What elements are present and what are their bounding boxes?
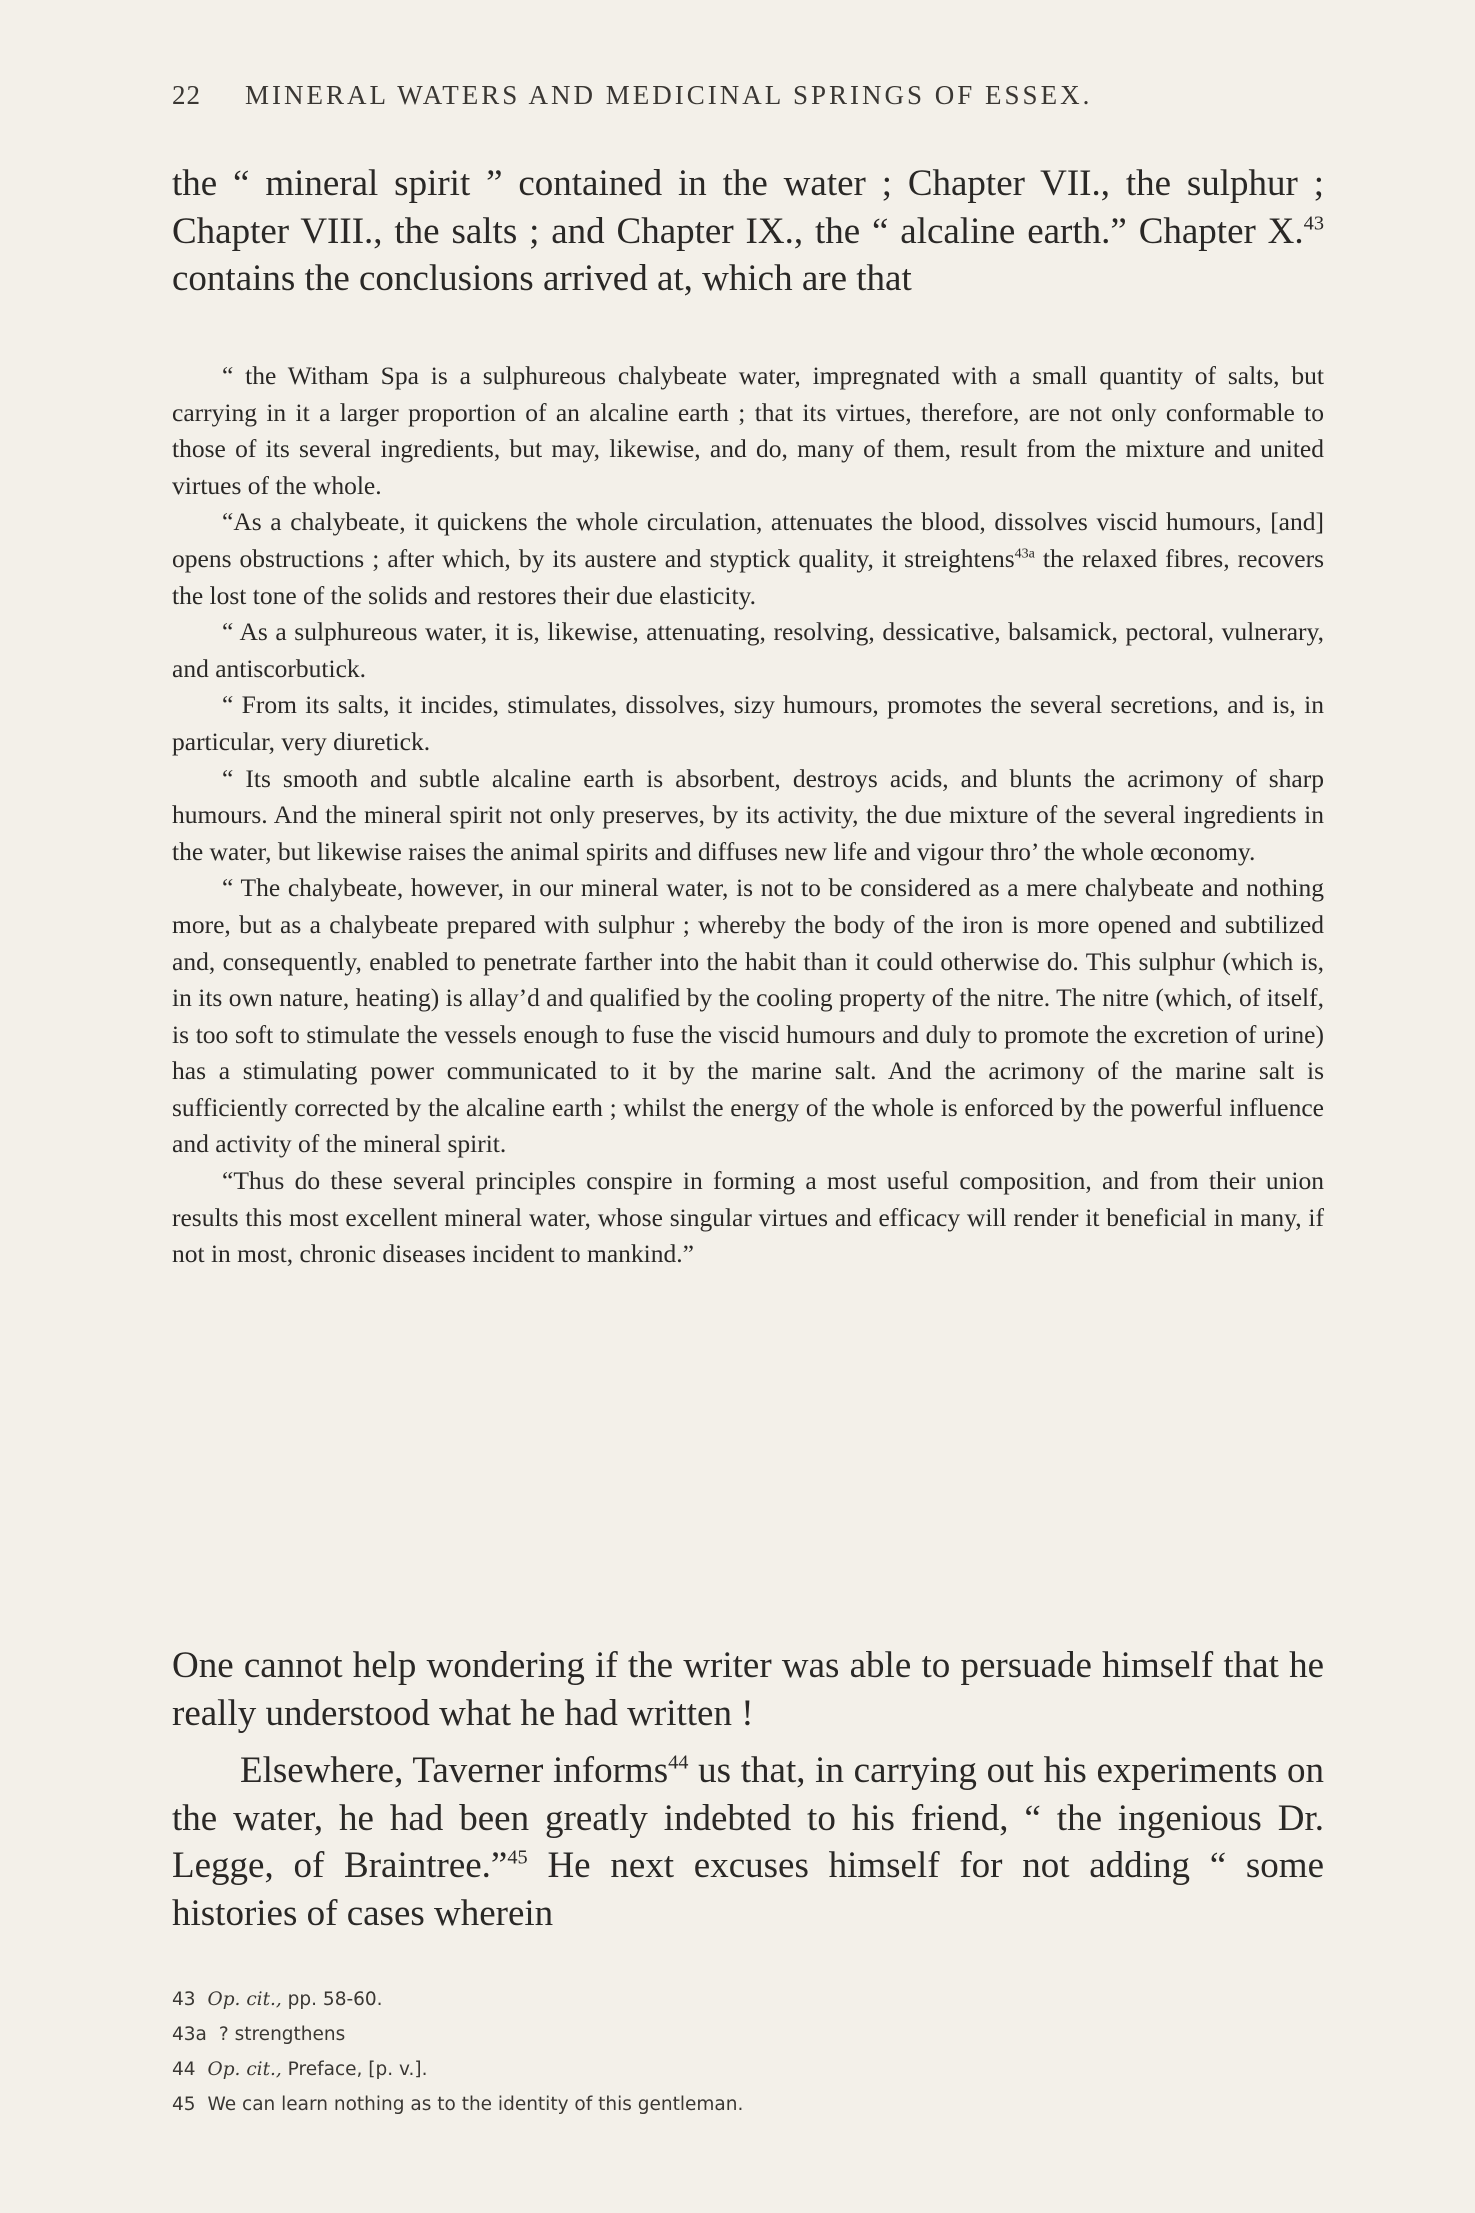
footnote-ref-44: 44	[668, 1751, 689, 1774]
footnote-number: 45	[172, 2094, 196, 2115]
main-text-top	[172, 160, 1324, 303]
footnote-number: 44	[172, 2059, 196, 2080]
footnote-number: 43a	[172, 2024, 207, 2045]
comment-paragraph: One cannot help wondering if the writer was able to persuade himself that he really understood what he had written !	[172, 1645, 1324, 1734]
footnote-text: pp. 58-60.	[281, 1989, 383, 2010]
taverner-text-c: He next excuses himself for not adding “ some histories of cases wherein	[172, 1845, 1324, 1934]
main-text-bottom	[172, 1642, 1324, 1937]
quote-paragraph-3: “ As a sulphureous water, it is, likewise, attenuating, resolving, dessicative, balsamick, pectoral, vulnerary, and antiscorbutick.	[172, 617, 1324, 683]
footnote-43a	[172, 2017, 1322, 2052]
quote-paragraph-2	[172, 504, 1324, 614]
taverner-text-a: Elsewhere, Taverner informs	[240, 1750, 669, 1791]
quote-paragraph-7: “Thus do these several principles conspire in forming a most useful composition, and from their union results this most excellent mineral water, whose singular virtues and efficacy will render it beneficial in many, if not in most, chronic diseases incident to mankind.”	[172, 1166, 1324, 1269]
footnote-citation: Op. cit.,	[207, 1989, 282, 2010]
quote-paragraph-4: “ From its salts, it incides, stimulates, dissolves, sizy humours, promotes the several secretions, and is, in particular, very diuretick.	[172, 690, 1324, 756]
intro-text-b: contains the conclusions arrived at, which are that	[172, 258, 912, 299]
footnote-number: 43	[172, 1989, 196, 2010]
quote-2-text-b: the relaxed fibres, recovers the lost tone of the solids and restores their due elasticity.	[172, 543, 1324, 610]
quote-paragraph-6: “ The chalybeate, however, in our mineral water, is not to be considered as a mere chalybeate and nothing more, but as a chalybeate prepared with sulphur ; whereby the body of the iron is more opened and subtilized and, consequently, enabled to penetrate farther into the habit than it could otherwise do. This sulphur (which is, in its own nature, heating) is allay’d and qualified by the cooling property of the nitre. The nitre (which, of itself, is too soft to stimulate the vessels enough to fuse the viscid humours and duly to promote the excretion of urine) has a stimulating power communicated to it by the marine salt. And the acrimony of the marine salt is sufficiently corrected by the alcaline earth ; whilst the energy of the whole is enforced by the powerful influence and activity of the mineral spirit.	[172, 873, 1324, 1159]
intro-paragraph	[172, 160, 1324, 303]
footnotes	[172, 1982, 1322, 2122]
page-number: 22	[172, 80, 201, 110]
footnote-text: Preface, [p. v.].	[281, 2059, 428, 2080]
footnote-43	[172, 1982, 1322, 2017]
intro-text-a: the “ mineral spirit ” contained in the water ; Chapter VII., the sulphur ; Chapter VIII., the salts ; and Chapter IX., the “ alcaline earth.” Chapter X.	[172, 163, 1324, 252]
footnote-citation: Op. cit.,	[207, 2059, 282, 2080]
footnote-text: ? strengthens	[218, 2024, 346, 2045]
running-title: MINERAL WATERS AND MEDICINAL SPRINGS OF ESSEX.	[245, 80, 1093, 110]
quoted-conclusions	[172, 358, 1324, 1273]
quote-paragraph-1: “ the Witham Spa is a sulphureous chalybeate water, impregnated with a small quantity of salts, but carrying in it a larger proportion of an alcaline earth ; that its virtues, therefore, are not only conformable to those of its several ingredients, but may, likewise, and do, many of them, result from the mixture and united virtues of the whole.	[172, 361, 1324, 500]
footnote-ref-43a: 43a	[1014, 546, 1035, 562]
footnote-44	[172, 2052, 1322, 2087]
footnote-ref-45: 45	[507, 1846, 528, 1869]
footnote-text: We can learn nothing as to the identity of this gentleman.	[207, 2094, 744, 2115]
footnote-45	[172, 2087, 1322, 2122]
taverner-text-b: us that, in carrying out his experiments on the water, he had been greatly indebted to his friend, “ the ingenious Dr. Legge, of Braintree.”	[172, 1750, 1325, 1886]
taverner-paragraph	[172, 1747, 1324, 1937]
quote-2-text-a: “As a chalybeate, it quickens the whole circulation, attenuates the blood, dissolves viscid humours, [and] opens obstructions ; after which, by its austere and styptick quality, it streightens	[172, 507, 1324, 573]
running-head	[172, 80, 1322, 111]
footnote-ref-43: 43	[1303, 212, 1324, 235]
quote-paragraph-5: “ Its smooth and subtle alcaline earth is absorbent, destroys acids, and blunts the acrimony of sharp humours. And the mineral spirit not only preserves, by its activity, the due mixture of the several ingredients in the water, but likewise raises the animal spirits and diffuses new life and vigour thro’ the whole œconomy.	[172, 763, 1324, 866]
